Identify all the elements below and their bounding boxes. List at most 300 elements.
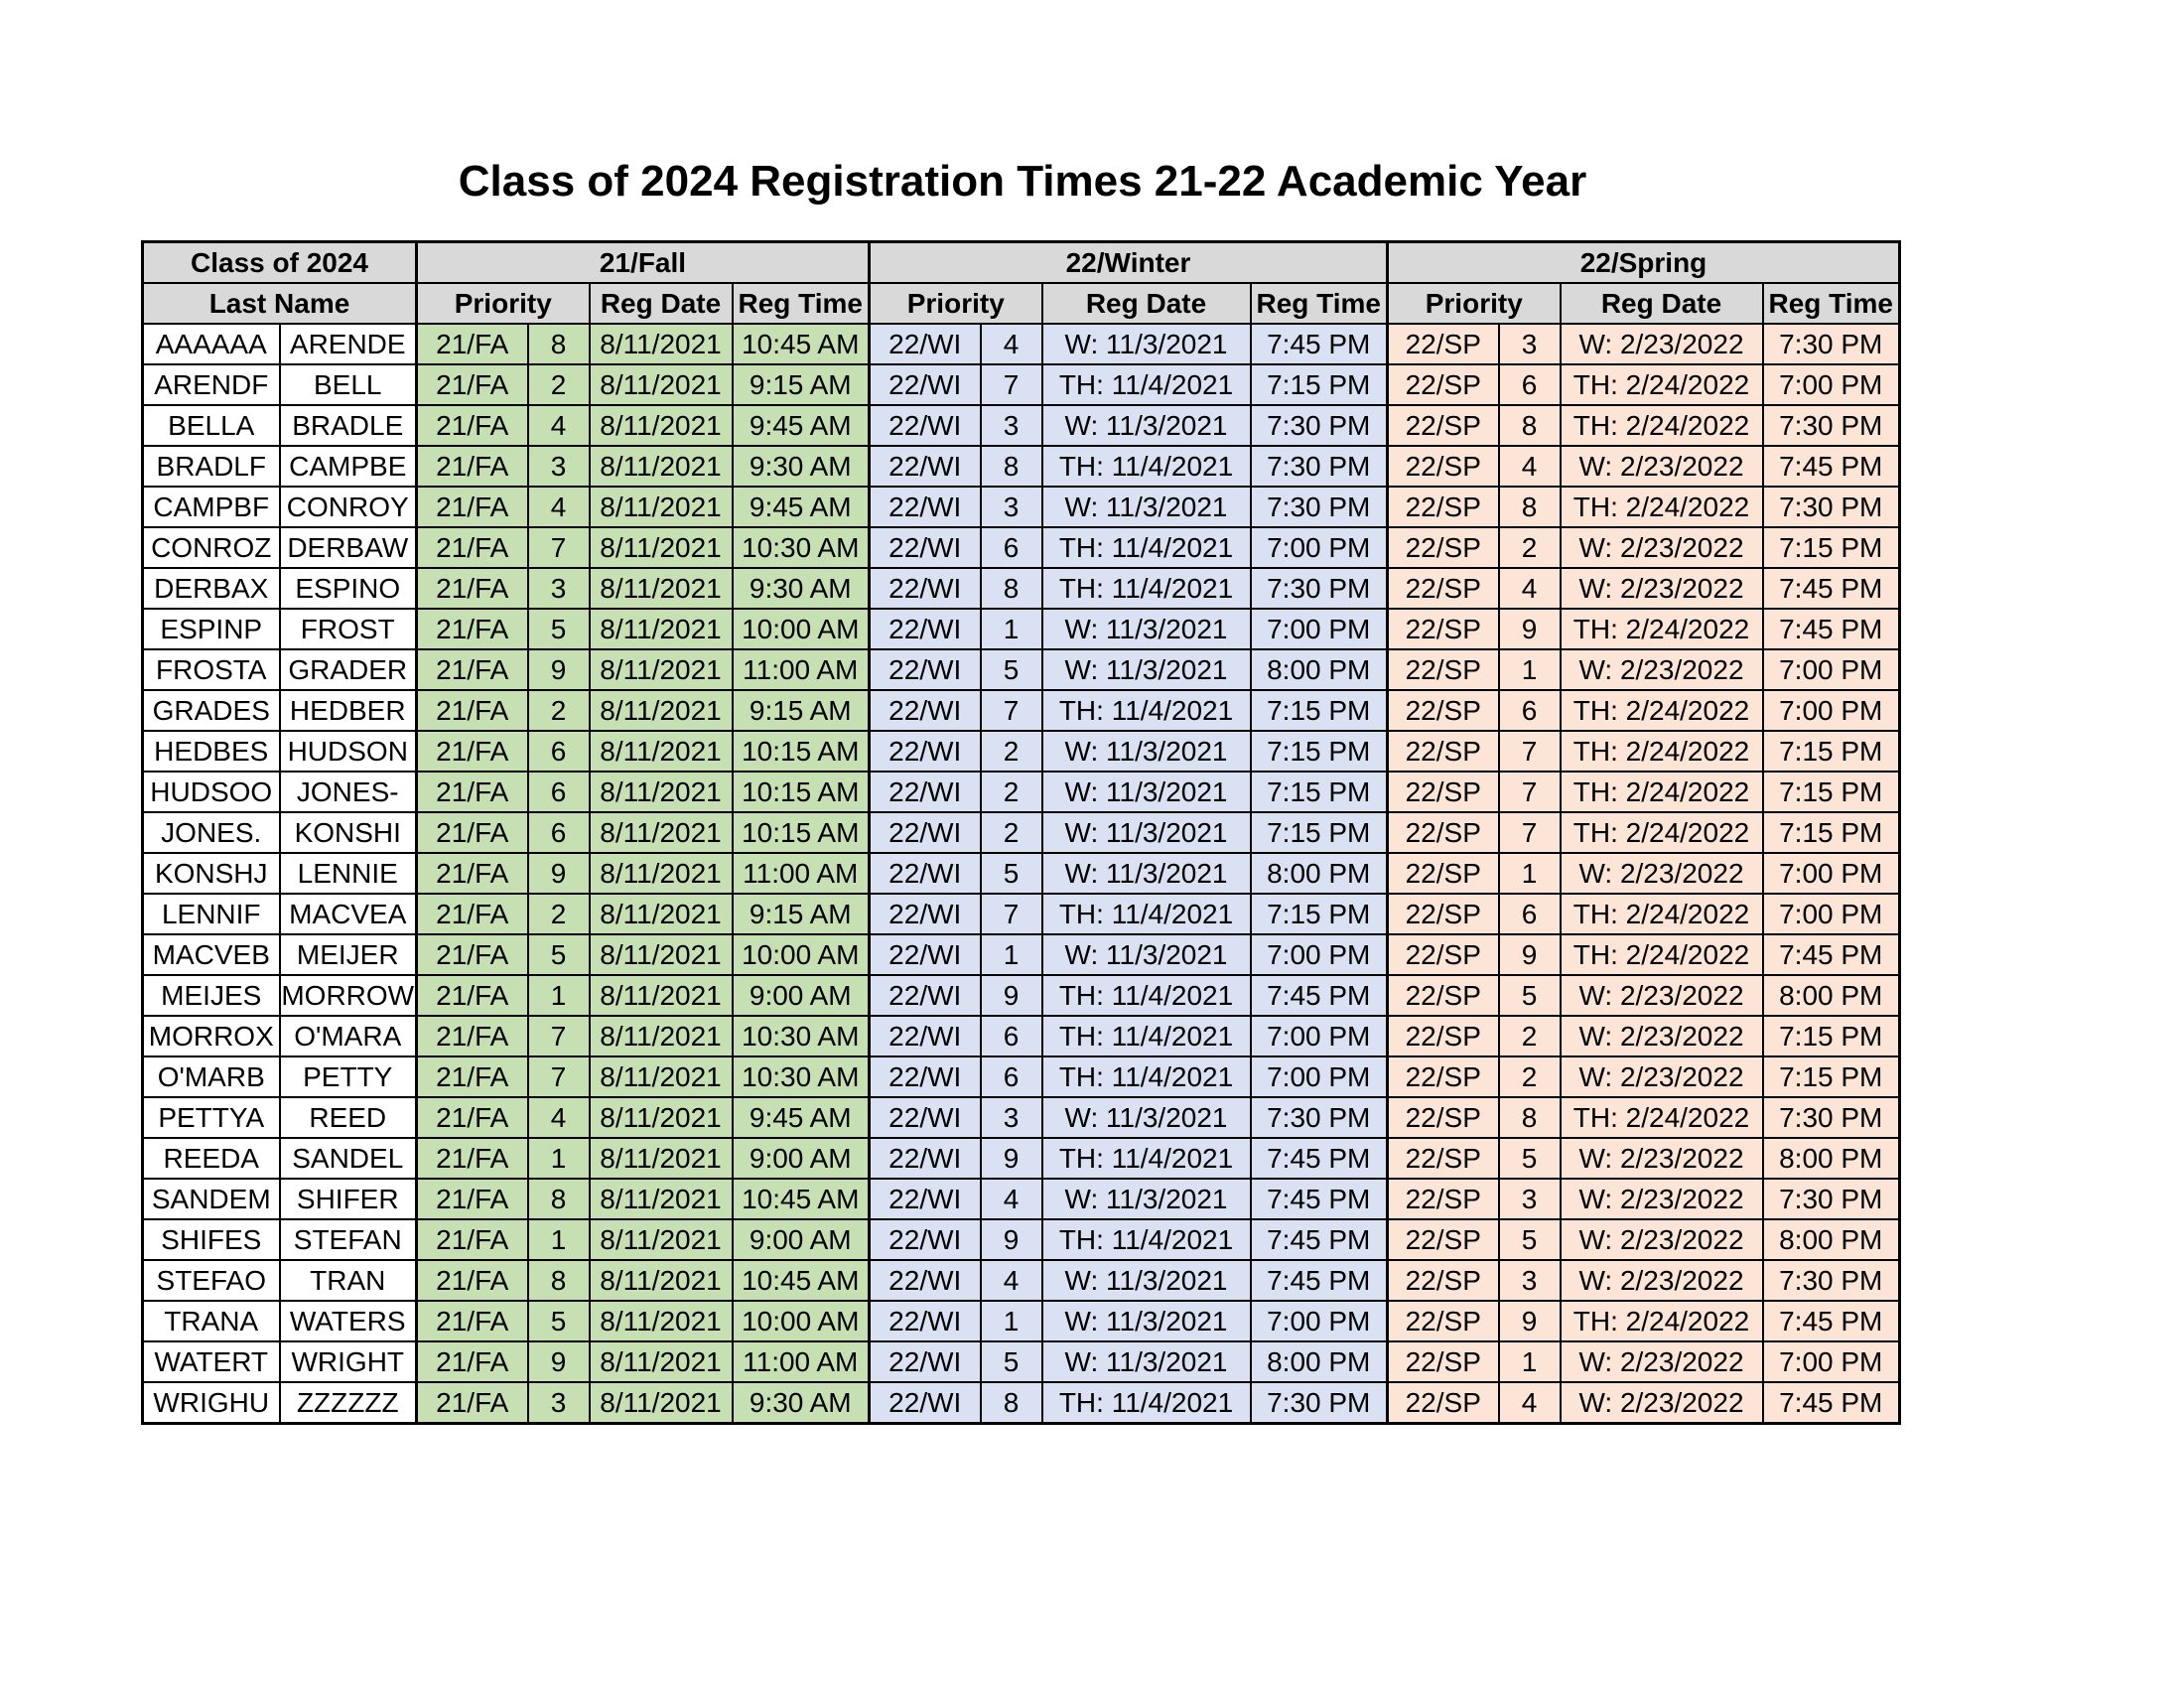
table-row [143, 1301, 1900, 1341]
last-name-to-cell: CAMPBE [280, 446, 417, 487]
spring-priority-cell: 1 [1499, 1341, 1561, 1382]
winter-priority-cell: 2 [981, 812, 1042, 853]
fall-priority-cell: 6 [528, 731, 590, 772]
winter-reg-date-cell: TH: 11/4/2021 [1042, 527, 1251, 568]
winter-priority-cell: 4 [981, 1179, 1042, 1219]
winter-reg-date-cell: TH: 11/4/2021 [1042, 975, 1251, 1016]
fall-priority-cell: 9 [528, 1341, 590, 1382]
spring-priority-cell: 1 [1499, 853, 1561, 894]
winter-term-cell: 22/WI [870, 1016, 981, 1056]
fall-term-cell: 21/FA [417, 568, 528, 609]
winter-reg-date-cell: W: 11/3/2021 [1042, 853, 1251, 894]
winter-reg-time-cell: 7:45 PM [1251, 1179, 1388, 1219]
table-row [143, 1219, 1900, 1260]
spring-reg-date-header: Reg Date [1561, 283, 1763, 324]
winter-priority-cell: 1 [981, 1301, 1042, 1341]
winter-priority-cell: 1 [981, 934, 1042, 975]
fall-priority-cell: 3 [528, 446, 590, 487]
spring-term-cell: 22/SP [1388, 446, 1499, 487]
fall-term-cell: 21/FA [417, 1138, 528, 1179]
fall-reg-date-cell: 8/11/2021 [590, 405, 733, 446]
spring-reg-date-cell: W: 2/23/2022 [1561, 853, 1763, 894]
last-name-to-cell: GRADER [280, 649, 417, 690]
last-name-to-cell: ZZZZZZ [280, 1382, 417, 1424]
spring-priority-cell: 3 [1499, 324, 1561, 364]
fall-priority-cell: 7 [528, 1056, 590, 1097]
table-row [143, 1097, 1900, 1138]
spring-reg-date-cell: TH: 2/24/2022 [1561, 894, 1763, 934]
winter-priority-cell: 3 [981, 487, 1042, 527]
winter-reg-date-cell: TH: 11/4/2021 [1042, 568, 1251, 609]
fall-term-cell: 21/FA [417, 1179, 528, 1219]
last-name-from-cell: DERBAX [143, 568, 280, 609]
fall-reg-time-cell: 11:00 AM [733, 649, 870, 690]
table-row [143, 405, 1900, 446]
winter-priority-cell: 6 [981, 527, 1042, 568]
spring-reg-time-cell: 7:45 PM [1763, 568, 1900, 609]
last-name-from-cell: HUDSOO [143, 772, 280, 812]
spring-reg-date-cell: W: 2/23/2022 [1561, 527, 1763, 568]
spring-term-cell: 22/SP [1388, 1382, 1499, 1424]
winter-reg-date-cell: W: 11/3/2021 [1042, 772, 1251, 812]
last-name-to-cell: O'MARA [280, 1016, 417, 1056]
fall-reg-date-cell: 8/11/2021 [590, 1179, 733, 1219]
spring-reg-time-header: Reg Time [1763, 283, 1900, 324]
table-row [143, 487, 1900, 527]
fall-priority-cell: 4 [528, 1097, 590, 1138]
winter-reg-date-cell: TH: 11/4/2021 [1042, 1016, 1251, 1056]
spring-reg-time-cell: 7:45 PM [1763, 1301, 1900, 1341]
spring-term-cell: 22/SP [1388, 731, 1499, 772]
table-row [143, 609, 1900, 649]
winter-reg-time-cell: 7:30 PM [1251, 568, 1388, 609]
fall-priority-cell: 3 [528, 568, 590, 609]
winter-term-cell: 22/WI [870, 1341, 981, 1382]
spring-reg-time-cell: 7:45 PM [1763, 1382, 1900, 1424]
winter-reg-time-cell: 7:15 PM [1251, 812, 1388, 853]
fall-reg-date-cell: 8/11/2021 [590, 446, 733, 487]
fall-term-cell: 21/FA [417, 1341, 528, 1382]
spring-priority-cell: 3 [1499, 1179, 1561, 1219]
last-name-from-cell: MACVEB [143, 934, 280, 975]
table-row [143, 1260, 1900, 1301]
winter-term-cell: 22/WI [870, 812, 981, 853]
fall-term-cell: 21/FA [417, 1382, 528, 1424]
last-name-from-cell: TRANA [143, 1301, 280, 1341]
winter-priority-cell: 1 [981, 609, 1042, 649]
winter-term-cell: 22/WI [870, 1260, 981, 1301]
fall-reg-date-cell: 8/11/2021 [590, 1219, 733, 1260]
winter-reg-time-cell: 7:30 PM [1251, 1097, 1388, 1138]
spring-reg-date-cell: TH: 2/24/2022 [1561, 364, 1763, 405]
last-name-from-cell: HEDBES [143, 731, 280, 772]
winter-priority-cell: 7 [981, 894, 1042, 934]
table-row [143, 527, 1900, 568]
winter-term-cell: 22/WI [870, 772, 981, 812]
winter-reg-time-cell: 7:00 PM [1251, 1016, 1388, 1056]
header-row-terms [143, 242, 1900, 284]
winter-priority-cell: 6 [981, 1056, 1042, 1097]
last-name-from-cell: MEIJES [143, 975, 280, 1016]
registration-table [141, 240, 1901, 1425]
spring-reg-date-cell: W: 2/23/2022 [1561, 649, 1763, 690]
spring-reg-time-cell: 7:00 PM [1763, 853, 1900, 894]
fall-reg-date-cell: 8/11/2021 [590, 894, 733, 934]
table-row [143, 772, 1900, 812]
spring-reg-date-cell: W: 2/23/2022 [1561, 1219, 1763, 1260]
table-row [143, 1382, 1900, 1424]
winter-reg-time-cell: 7:00 PM [1251, 609, 1388, 649]
table-row [143, 324, 1900, 364]
spring-reg-date-cell: W: 2/23/2022 [1561, 568, 1763, 609]
fall-term-cell: 21/FA [417, 975, 528, 1016]
winter-priority-cell: 3 [981, 1097, 1042, 1138]
fall-priority-cell: 8 [528, 324, 590, 364]
fall-term-cell: 21/FA [417, 1016, 528, 1056]
spring-reg-date-cell: TH: 2/24/2022 [1561, 731, 1763, 772]
fall-term-cell: 21/FA [417, 649, 528, 690]
last-name-to-cell: HEDBER [280, 690, 417, 731]
fall-reg-time-cell: 9:45 AM [733, 487, 870, 527]
last-name-to-cell: REED [280, 1097, 417, 1138]
last-name-to-cell: STEFAN [280, 1219, 417, 1260]
spring-priority-cell: 4 [1499, 568, 1561, 609]
spring-reg-date-cell: TH: 2/24/2022 [1561, 1301, 1763, 1341]
spring-reg-time-cell: 7:30 PM [1763, 1260, 1900, 1301]
winter-reg-date-cell: TH: 11/4/2021 [1042, 446, 1251, 487]
spring-priority-cell: 1 [1499, 649, 1561, 690]
winter-reg-time-cell: 7:45 PM [1251, 324, 1388, 364]
fall-term-cell: 21/FA [417, 812, 528, 853]
spring-term-cell: 22/SP [1388, 1341, 1499, 1382]
spring-reg-date-cell: W: 2/23/2022 [1561, 1179, 1763, 1219]
spring-term-cell: 22/SP [1388, 975, 1499, 1016]
spring-priority-cell: 6 [1499, 364, 1561, 405]
spring-reg-time-cell: 7:15 PM [1763, 1016, 1900, 1056]
last-name-header: Last Name [143, 283, 417, 324]
table-row [143, 1056, 1900, 1097]
spring-reg-date-cell: W: 2/23/2022 [1561, 1056, 1763, 1097]
spring-reg-date-cell: W: 2/23/2022 [1561, 1138, 1763, 1179]
spring-reg-date-cell: TH: 2/24/2022 [1561, 487, 1763, 527]
winter-term-cell: 22/WI [870, 487, 981, 527]
fall-reg-date-cell: 8/11/2021 [590, 1382, 733, 1424]
winter-reg-date-cell: W: 11/3/2021 [1042, 1097, 1251, 1138]
winter-priority-cell: 8 [981, 446, 1042, 487]
spring-reg-time-cell: 7:00 PM [1763, 1341, 1900, 1382]
winter-term-cell: 22/WI [870, 568, 981, 609]
spring-reg-date-cell: TH: 2/24/2022 [1561, 1097, 1763, 1138]
winter-reg-time-cell: 7:15 PM [1251, 364, 1388, 405]
fall-reg-time-cell: 10:15 AM [733, 731, 870, 772]
spring-reg-date-cell: TH: 2/24/2022 [1561, 405, 1763, 446]
winter-term-cell: 22/WI [870, 1301, 981, 1341]
winter-reg-date-cell: W: 11/3/2021 [1042, 405, 1251, 446]
winter-priority-cell: 4 [981, 1260, 1042, 1301]
fall-term-cell: 21/FA [417, 1056, 528, 1097]
table-row [143, 1016, 1900, 1056]
spring-term-cell: 22/SP [1388, 568, 1499, 609]
winter-term-cell: 22/WI [870, 731, 981, 772]
header-row-columns [143, 283, 1900, 324]
winter-priority-cell: 5 [981, 1341, 1042, 1382]
winter-priority-cell: 8 [981, 1382, 1042, 1424]
winter-term-cell: 22/WI [870, 1179, 981, 1219]
last-name-from-cell: MORROX [143, 1016, 280, 1056]
winter-term-cell: 22/WI [870, 1056, 981, 1097]
winter-term-cell: 22/WI [870, 1382, 981, 1424]
winter-reg-date-cell: TH: 11/4/2021 [1042, 894, 1251, 934]
fall-priority-cell: 4 [528, 405, 590, 446]
fall-reg-time-header: Reg Time [733, 283, 870, 324]
winter-reg-date-cell: W: 11/3/2021 [1042, 1179, 1251, 1219]
fall-priority-cell: 9 [528, 853, 590, 894]
spring-term-cell: 22/SP [1388, 894, 1499, 934]
fall-reg-date-header: Reg Date [590, 283, 733, 324]
fall-term-cell: 21/FA [417, 894, 528, 934]
winter-priority-cell: 2 [981, 772, 1042, 812]
fall-reg-time-cell: 10:00 AM [733, 934, 870, 975]
winter-priority-cell: 9 [981, 975, 1042, 1016]
last-name-from-cell: SANDEM [143, 1179, 280, 1219]
fall-reg-time-cell: 9:45 AM [733, 405, 870, 446]
winter-term-cell: 22/WI [870, 324, 981, 364]
fall-reg-time-cell: 10:45 AM [733, 1179, 870, 1219]
spring-priority-cell: 7 [1499, 731, 1561, 772]
spring-reg-time-cell: 7:15 PM [1763, 731, 1900, 772]
last-name-from-cell: KONSHJ [143, 853, 280, 894]
fall-priority-header: Priority [417, 283, 590, 324]
fall-reg-date-cell: 8/11/2021 [590, 1056, 733, 1097]
fall-reg-date-cell: 8/11/2021 [590, 324, 733, 364]
winter-reg-date-cell: W: 11/3/2021 [1042, 812, 1251, 853]
spring-priority-cell: 4 [1499, 1382, 1561, 1424]
spring-reg-time-cell: 7:00 PM [1763, 690, 1900, 731]
winter-priority-cell: 2 [981, 731, 1042, 772]
last-name-to-cell: JONES- [280, 772, 417, 812]
fall-priority-cell: 7 [528, 527, 590, 568]
spring-reg-time-cell: 8:00 PM [1763, 1219, 1900, 1260]
last-name-from-cell: ESPINP [143, 609, 280, 649]
spring-priority-cell: 2 [1499, 1016, 1561, 1056]
fall-reg-time-cell: 9:15 AM [733, 364, 870, 405]
fall-priority-cell: 2 [528, 364, 590, 405]
winter-term-cell: 22/WI [870, 853, 981, 894]
fall-priority-cell: 9 [528, 649, 590, 690]
last-name-from-cell: AAAAAA [143, 324, 280, 364]
fall-reg-date-cell: 8/11/2021 [590, 975, 733, 1016]
winter-term-cell: 22/WI [870, 527, 981, 568]
fall-reg-time-cell: 9:00 AM [733, 1219, 870, 1260]
fall-reg-date-cell: 8/11/2021 [590, 364, 733, 405]
fall-priority-cell: 6 [528, 812, 590, 853]
spring-priority-header: Priority [1388, 283, 1561, 324]
fall-term-cell: 21/FA [417, 934, 528, 975]
winter-reg-date-cell: TH: 11/4/2021 [1042, 1138, 1251, 1179]
spring-priority-cell: 7 [1499, 772, 1561, 812]
last-name-from-cell: BRADLF [143, 446, 280, 487]
last-name-from-cell: WRIGHU [143, 1382, 280, 1424]
fall-reg-time-cell: 9:00 AM [733, 975, 870, 1016]
winter-term-cell: 22/WI [870, 1138, 981, 1179]
spring-priority-cell: 6 [1499, 894, 1561, 934]
spring-reg-date-cell: W: 2/23/2022 [1561, 1341, 1763, 1382]
spring-term-cell: 22/SP [1388, 1138, 1499, 1179]
winter-term-cell: 22/WI [870, 894, 981, 934]
table-row [143, 853, 1900, 894]
winter-priority-header: Priority [870, 283, 1042, 324]
fall-priority-cell: 8 [528, 1260, 590, 1301]
spring-term-cell: 22/SP [1388, 772, 1499, 812]
table-row [143, 649, 1900, 690]
fall-priority-cell: 6 [528, 772, 590, 812]
last-name-to-cell: CONROY [280, 487, 417, 527]
fall-reg-date-cell: 8/11/2021 [590, 487, 733, 527]
winter-reg-date-cell: TH: 11/4/2021 [1042, 1219, 1251, 1260]
fall-term-cell: 21/FA [417, 731, 528, 772]
winter-reg-time-cell: 8:00 PM [1251, 1341, 1388, 1382]
spring-priority-cell: 6 [1499, 690, 1561, 731]
spring-reg-time-cell: 7:30 PM [1763, 1179, 1900, 1219]
last-name-to-cell: MORROW [280, 975, 417, 1016]
fall-term-cell: 21/FA [417, 487, 528, 527]
fall-term-cell: 21/FA [417, 405, 528, 446]
fall-reg-date-cell: 8/11/2021 [590, 690, 733, 731]
fall-priority-cell: 5 [528, 934, 590, 975]
spring-reg-time-cell: 7:45 PM [1763, 934, 1900, 975]
spring-priority-cell: 9 [1499, 934, 1561, 975]
winter-reg-date-cell: W: 11/3/2021 [1042, 1341, 1251, 1382]
winter-priority-cell: 8 [981, 568, 1042, 609]
fall-reg-date-cell: 8/11/2021 [590, 772, 733, 812]
spring-reg-time-cell: 7:30 PM [1763, 324, 1900, 364]
table-row [143, 812, 1900, 853]
last-name-to-cell: ESPINO [280, 568, 417, 609]
fall-reg-time-cell: 11:00 AM [733, 1341, 870, 1382]
winter-reg-time-cell: 8:00 PM [1251, 649, 1388, 690]
spring-reg-time-cell: 7:30 PM [1763, 487, 1900, 527]
spring-priority-cell: 5 [1499, 1219, 1561, 1260]
table-row [143, 1138, 1900, 1179]
fall-reg-date-cell: 8/11/2021 [590, 853, 733, 894]
last-name-from-cell: WATERT [143, 1341, 280, 1382]
winter-reg-date-cell: W: 11/3/2021 [1042, 1301, 1251, 1341]
last-name-to-cell: PETTY [280, 1056, 417, 1097]
spring-reg-date-cell: W: 2/23/2022 [1561, 975, 1763, 1016]
last-name-to-cell: TRAN [280, 1260, 417, 1301]
winter-term-cell: 22/WI [870, 690, 981, 731]
spring-term-cell: 22/SP [1388, 324, 1499, 364]
fall-priority-cell: 7 [528, 1016, 590, 1056]
last-name-from-cell: JONES. [143, 812, 280, 853]
fall-term-cell: 21/FA [417, 609, 528, 649]
table-row [143, 894, 1900, 934]
fall-priority-cell: 3 [528, 1382, 590, 1424]
last-name-to-cell: BRADLE [280, 405, 417, 446]
spring-priority-cell: 8 [1499, 405, 1561, 446]
fall-reg-date-cell: 8/11/2021 [590, 527, 733, 568]
term-header-spring: 22/Spring [1388, 242, 1900, 284]
spring-term-cell: 22/SP [1388, 609, 1499, 649]
winter-term-cell: 22/WI [870, 649, 981, 690]
spring-reg-date-cell: W: 2/23/2022 [1561, 446, 1763, 487]
last-name-from-cell: SHIFES [143, 1219, 280, 1260]
spring-reg-time-cell: 7:00 PM [1763, 649, 1900, 690]
last-name-to-cell: MEIJER [280, 934, 417, 975]
winter-term-cell: 22/WI [870, 609, 981, 649]
last-name-from-cell: ARENDF [143, 364, 280, 405]
last-name-from-cell: LENNIF [143, 894, 280, 934]
fall-reg-time-cell: 9:30 AM [733, 568, 870, 609]
fall-reg-time-cell: 10:30 AM [733, 1056, 870, 1097]
term-header-fall: 21/Fall [417, 242, 870, 284]
spring-reg-time-cell: 7:15 PM [1763, 527, 1900, 568]
winter-term-cell: 22/WI [870, 1097, 981, 1138]
fall-term-cell: 21/FA [417, 364, 528, 405]
fall-term-cell: 21/FA [417, 446, 528, 487]
fall-reg-time-cell: 9:30 AM [733, 446, 870, 487]
fall-reg-time-cell: 10:30 AM [733, 1016, 870, 1056]
spring-reg-date-cell: W: 2/23/2022 [1561, 1382, 1763, 1424]
last-name-to-cell: WRIGHT [280, 1341, 417, 1382]
last-name-to-cell: BELL [280, 364, 417, 405]
spring-priority-cell: 9 [1499, 1301, 1561, 1341]
table-body [143, 324, 1900, 1424]
spring-reg-time-cell: 8:00 PM [1763, 975, 1900, 1016]
class-header: Class of 2024 [143, 242, 417, 284]
spring-reg-time-cell: 7:00 PM [1763, 364, 1900, 405]
fall-reg-time-cell: 10:30 AM [733, 527, 870, 568]
spring-reg-time-cell: 7:15 PM [1763, 772, 1900, 812]
fall-reg-date-cell: 8/11/2021 [590, 1341, 733, 1382]
last-name-from-cell: BELLA [143, 405, 280, 446]
last-name-from-cell: STEFAO [143, 1260, 280, 1301]
winter-priority-cell: 9 [981, 1219, 1042, 1260]
fall-term-cell: 21/FA [417, 772, 528, 812]
fall-reg-date-cell: 8/11/2021 [590, 649, 733, 690]
fall-priority-cell: 8 [528, 1179, 590, 1219]
fall-reg-date-cell: 8/11/2021 [590, 731, 733, 772]
last-name-from-cell: FROSTA [143, 649, 280, 690]
spring-term-cell: 22/SP [1388, 934, 1499, 975]
spring-reg-date-cell: TH: 2/24/2022 [1561, 690, 1763, 731]
spring-priority-cell: 5 [1499, 1138, 1561, 1179]
fall-priority-cell: 5 [528, 609, 590, 649]
spring-reg-date-cell: W: 2/23/2022 [1561, 324, 1763, 364]
spring-term-cell: 22/SP [1388, 853, 1499, 894]
winter-reg-date-cell: TH: 11/4/2021 [1042, 364, 1251, 405]
fall-priority-cell: 1 [528, 1219, 590, 1260]
page-title: Class of 2024 Registration Times 21-22 Academic Year [458, 157, 1587, 206]
winter-reg-date-cell: W: 11/3/2021 [1042, 1260, 1251, 1301]
winter-reg-date-cell: TH: 11/4/2021 [1042, 1056, 1251, 1097]
spring-reg-time-cell: 7:15 PM [1763, 1056, 1900, 1097]
spring-priority-cell: 2 [1499, 527, 1561, 568]
fall-reg-date-cell: 8/11/2021 [590, 934, 733, 975]
spring-priority-cell: 4 [1499, 446, 1561, 487]
last-name-to-cell: FROST [280, 609, 417, 649]
fall-term-cell: 21/FA [417, 1260, 528, 1301]
term-header-winter: 22/Winter [870, 242, 1388, 284]
fall-priority-cell: 1 [528, 1138, 590, 1179]
spring-reg-time-cell: 7:45 PM [1763, 609, 1900, 649]
winter-term-cell: 22/WI [870, 405, 981, 446]
spring-term-cell: 22/SP [1388, 1260, 1499, 1301]
winter-priority-cell: 5 [981, 853, 1042, 894]
spring-term-cell: 22/SP [1388, 1016, 1499, 1056]
table-row [143, 568, 1900, 609]
winter-reg-time-cell: 7:45 PM [1251, 975, 1388, 1016]
